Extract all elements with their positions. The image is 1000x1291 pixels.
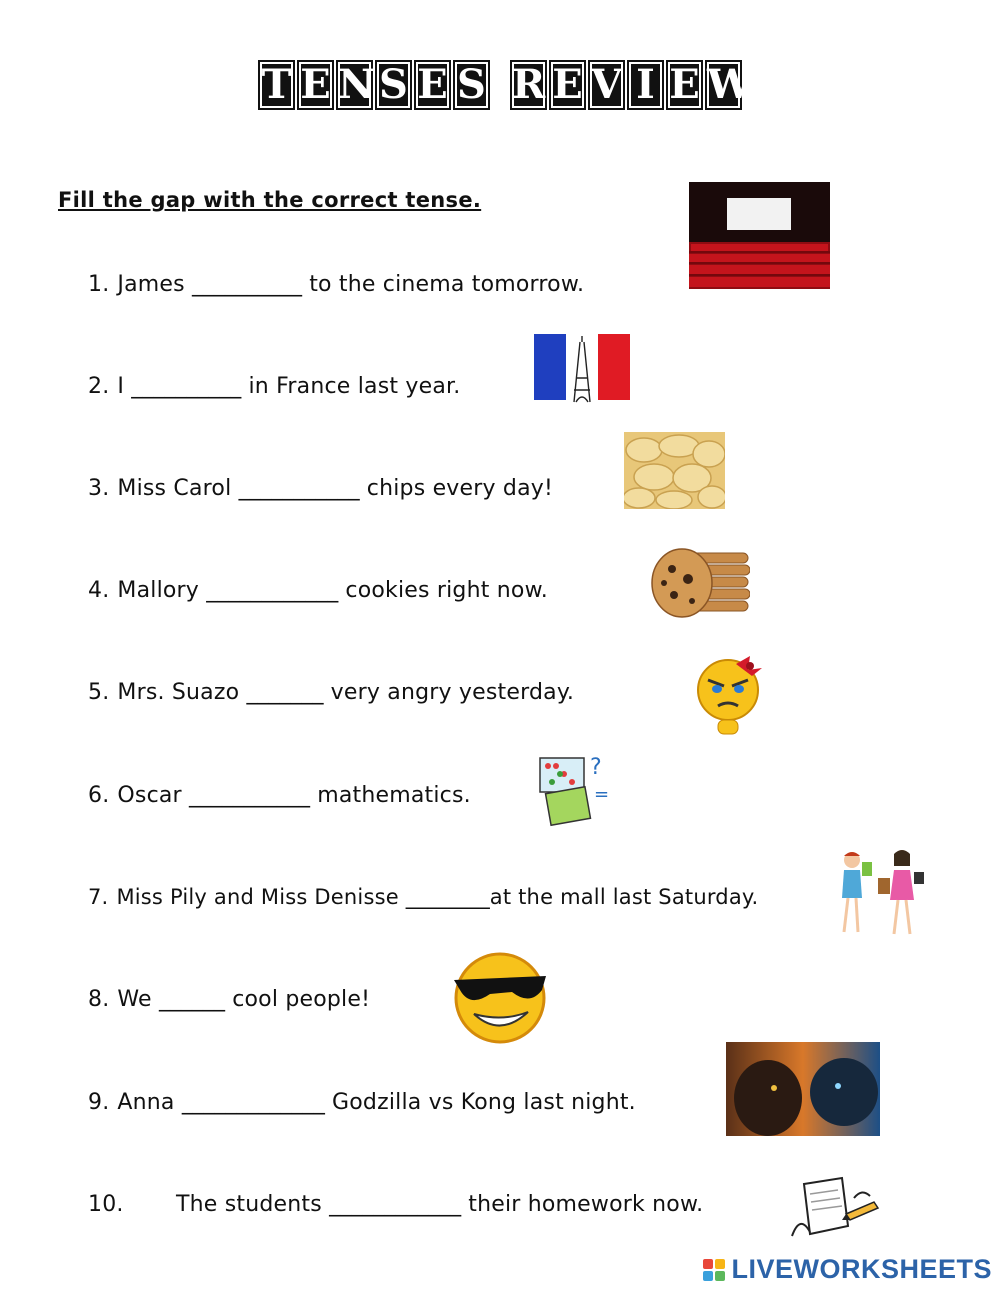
question-number: 3. (88, 476, 110, 501)
shopping-girls-image (832, 848, 926, 938)
question-text-after: to the cinema tomorrow. (309, 272, 585, 297)
question-text-after: their homework now. (468, 1192, 704, 1217)
france-flag-image (530, 328, 634, 408)
answer-blank[interactable]: ___________ (189, 783, 310, 808)
question-text-before: Mrs. Suazo (117, 680, 240, 705)
svg-text:?: ? (590, 755, 602, 780)
question-text-after: chips every day! (366, 476, 554, 501)
title-letter: R (512, 61, 546, 108)
title-lettering (257, 61, 752, 108)
title-letter: S (453, 60, 490, 110)
liveworksheets-logo-icon (703, 1259, 725, 1281)
question-4 (88, 578, 548, 603)
question-number: 4. (88, 578, 110, 603)
question-number: 2. (88, 374, 110, 399)
question-9 (88, 1090, 636, 1115)
question-text-before: Anna (117, 1090, 175, 1115)
watermark-text: LIVEWORKSHEETS (731, 1254, 992, 1284)
worksheet-title (0, 60, 1000, 110)
question-number: 7. (88, 885, 109, 909)
answer-blank[interactable]: ____________ (206, 578, 339, 603)
question-2 (88, 374, 460, 399)
question-number: 10. (88, 1192, 124, 1217)
question-text-after: at the mall last Saturday. (489, 885, 759, 909)
title-letter: N (338, 61, 375, 108)
question-text-after: Godzilla vs Kong last night. (332, 1090, 636, 1115)
question-text-before: James (117, 272, 185, 297)
svg-text:=: = (594, 784, 610, 805)
question-5 (88, 680, 574, 705)
liveworksheets-watermark (703, 1254, 992, 1285)
cookies-image (650, 545, 750, 619)
title-letter: W (707, 61, 752, 108)
title-letter: E (549, 60, 586, 110)
question-10 (88, 1192, 703, 1217)
question-number: 1. (88, 272, 110, 297)
answer-blank[interactable]: _______ (246, 680, 324, 705)
question-text-before: Mallory (117, 578, 200, 603)
title-letter: E (414, 60, 451, 110)
answer-blank[interactable]: ________ (405, 885, 490, 909)
question-text-before: Miss Pily and Miss Denisse (116, 885, 399, 909)
title-letter: I (627, 60, 664, 110)
sunglasses-emoji-image (450, 950, 550, 1046)
angry-emoji-image (696, 654, 766, 738)
question-7 (88, 885, 758, 909)
question-number: 6. (88, 783, 110, 808)
title-letter: E (666, 60, 703, 110)
question-number: 5. (88, 680, 110, 705)
question-6 (88, 783, 471, 808)
question-8 (88, 987, 370, 1012)
question-text-after: cool people! (232, 987, 371, 1012)
homework-clipart-image (790, 1174, 882, 1246)
question-text-before: I (117, 374, 125, 399)
question-text-after: mathematics. (317, 783, 471, 808)
title-letter: T (258, 60, 295, 110)
answer-blank[interactable]: _____________ (181, 1090, 325, 1115)
question-text-before: Oscar (117, 783, 182, 808)
answer-blank[interactable]: __________ (192, 272, 302, 297)
question-text-before: We (117, 987, 152, 1012)
question-number: 8. (88, 987, 110, 1012)
godzilla-kong-image (726, 1042, 880, 1136)
question-text-after: very angry yesterday. (330, 680, 575, 705)
title-letter: E (297, 60, 334, 110)
answer-blank[interactable]: __________ (131, 374, 242, 399)
title-letter: V (588, 60, 625, 110)
question-number: 9. (88, 1090, 110, 1115)
chips-image (624, 432, 725, 509)
answer-blank[interactable]: ___________ (238, 476, 360, 501)
math-clipart-image (534, 744, 620, 828)
title-letter: S (375, 60, 412, 110)
instructions: Fill the gap with the correct tense. (58, 188, 482, 212)
question-text-after: in France last year. (248, 374, 461, 399)
question-text-after: cookies right now. (345, 578, 548, 603)
answer-blank[interactable]: ______ (159, 987, 225, 1012)
answer-blank[interactable]: ____________ (329, 1192, 462, 1217)
question-3 (88, 476, 553, 501)
question-text-before: Miss Carol (117, 476, 232, 501)
question-text-before: The students (176, 1192, 322, 1217)
cinema-image (689, 182, 830, 289)
question-1 (88, 272, 584, 297)
